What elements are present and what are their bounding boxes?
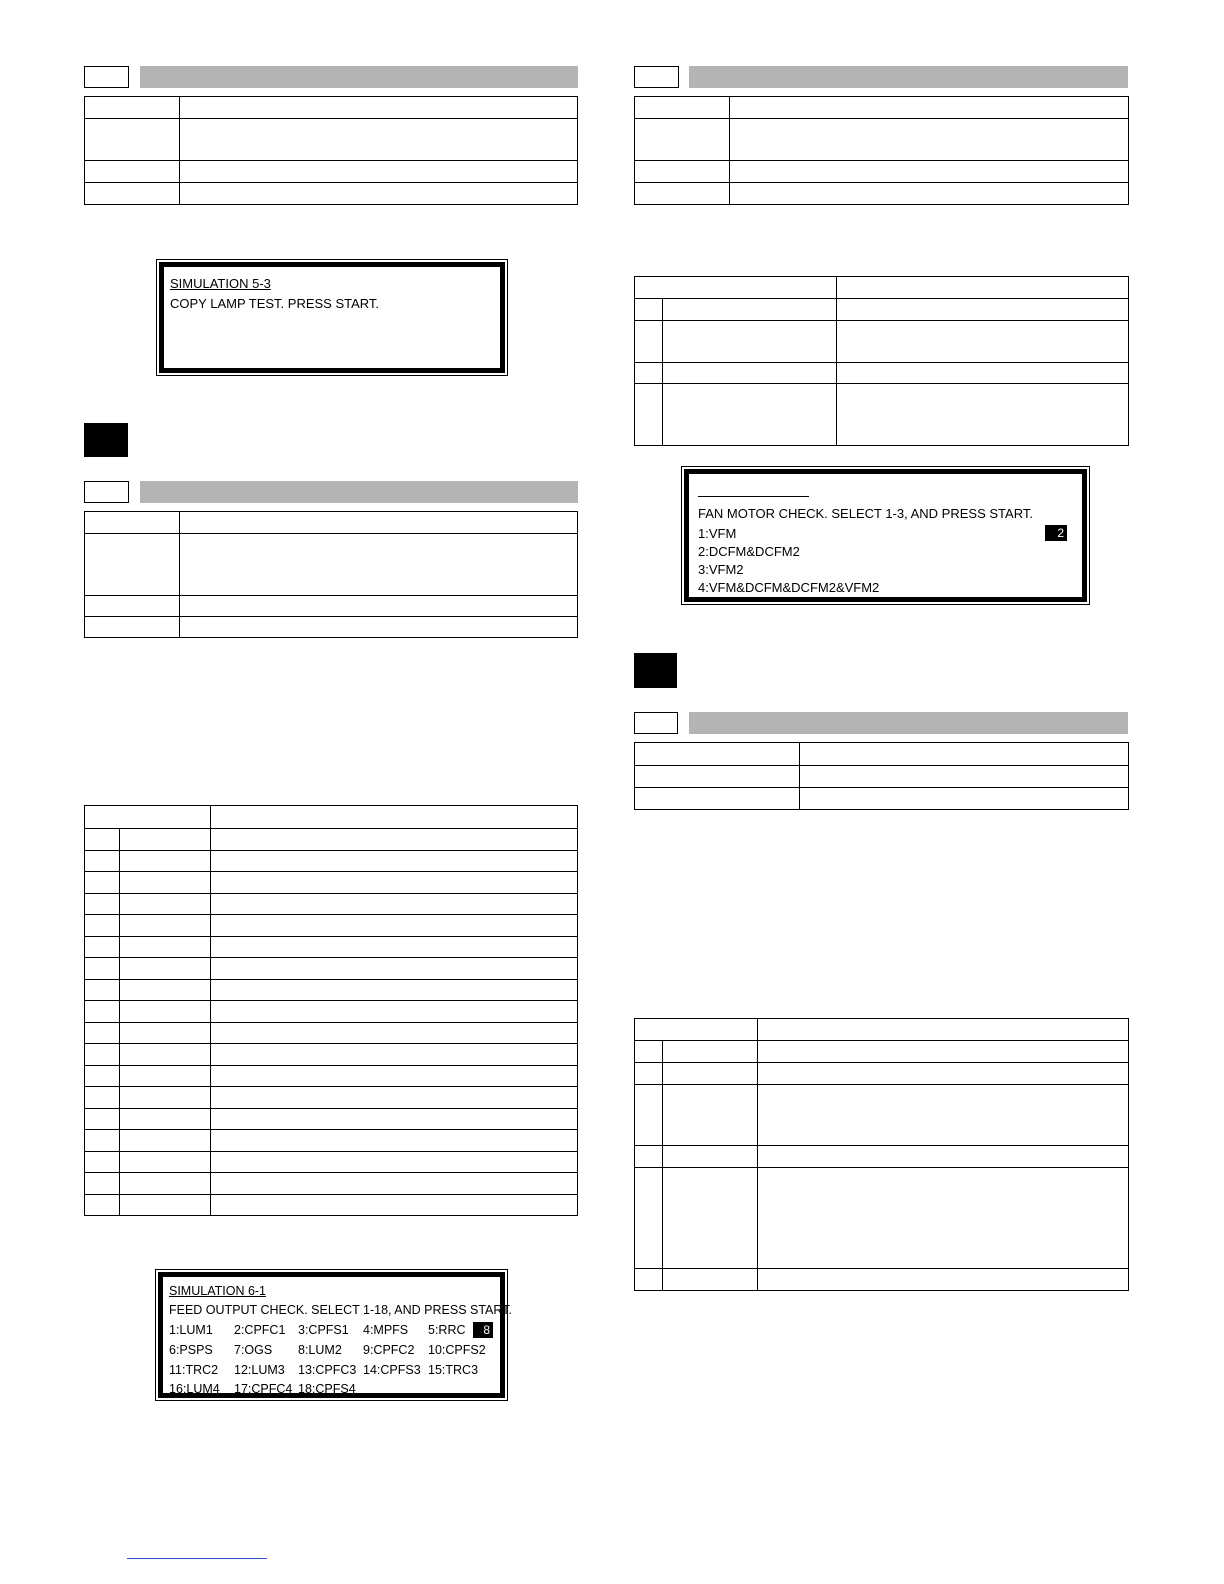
table-cell [730, 119, 1129, 161]
lcd-option: 9:CPFC2 [363, 1343, 415, 1357]
table-cell [730, 183, 1129, 205]
section-number-box [84, 481, 129, 503]
table-cell [85, 97, 180, 119]
table-header-cell [837, 277, 1129, 299]
table-cell [211, 1195, 578, 1216]
lcd-display-sim-6-1 [158, 1272, 512, 1398]
table-cell [730, 161, 1129, 183]
lcd-option: 16:LUM4 [169, 1382, 220, 1396]
table-cell [180, 119, 578, 161]
table-cell [635, 788, 800, 810]
sim-5-3-info-table [84, 96, 578, 205]
lcd-option: 14:CPFS3 [363, 1363, 421, 1377]
table-cell [120, 1087, 211, 1109]
table-cell [85, 1023, 120, 1044]
table-cell [635, 299, 663, 321]
lcd-option: 4:VFM&DCFM&DCFM2&VFM2 [698, 580, 880, 595]
right-item-table [634, 1018, 1129, 1291]
table-cell [85, 183, 180, 205]
table-cell [663, 1063, 758, 1085]
table-cell [758, 1269, 1129, 1291]
table-cell [120, 915, 211, 937]
table-cell [85, 512, 180, 534]
table-cell [120, 894, 211, 915]
lcd-option: 1:VFM [698, 526, 737, 541]
table-cell [85, 617, 180, 638]
table-cell [635, 1269, 663, 1291]
table-cell [211, 937, 578, 958]
table-cell [85, 937, 120, 958]
table-cell [211, 958, 578, 980]
table-cell [211, 1130, 578, 1152]
table-cell [663, 384, 837, 446]
table-cell [120, 937, 211, 958]
table-header-cell [635, 1019, 758, 1041]
table-cell [663, 321, 837, 363]
lcd-option: 4:MPFS [363, 1323, 409, 1337]
table-cell [85, 1001, 120, 1023]
table-header-cell [635, 277, 837, 299]
lcd-option: 10:CPFS2 [428, 1343, 486, 1357]
table-cell [635, 766, 800, 788]
table-cell [635, 1063, 663, 1085]
table-header-cell [758, 1019, 1129, 1041]
table-cell [85, 161, 180, 183]
table-cell [758, 1085, 1129, 1146]
table-cell [635, 321, 663, 363]
table-cell [837, 299, 1129, 321]
lcd-title: SIMULATION 5-3 [170, 276, 271, 291]
lcd-option: 6:PSPS [169, 1343, 213, 1357]
table-cell [211, 1044, 578, 1066]
lcd-option: 17:CPFC4 [234, 1382, 293, 1396]
lcd-title: SIMULATION 6-1 [169, 1284, 267, 1298]
table-cell [663, 1146, 758, 1168]
table-cell [837, 363, 1129, 384]
table-cell [663, 1269, 758, 1291]
table-cell [800, 788, 1129, 810]
lcd-option: 11:TRC2 [169, 1363, 219, 1377]
lcd-option: 8:LUM2 [298, 1343, 342, 1357]
table-cell [120, 829, 211, 851]
lcd-option: 2:CPFC1 [234, 1323, 286, 1337]
table-cell [120, 851, 211, 872]
section-title-bar [689, 66, 1128, 88]
table-cell [211, 894, 578, 915]
table-cell [730, 97, 1129, 119]
table-cell [120, 1109, 211, 1130]
table-cell [758, 1146, 1129, 1168]
table-cell [180, 617, 578, 638]
lcd-title-underline [698, 496, 809, 497]
table-cell [180, 161, 578, 183]
table-cell [85, 1173, 120, 1195]
table-cell [85, 1195, 120, 1216]
section-title-bar [140, 66, 578, 88]
feed-output-item-table [84, 805, 578, 1216]
lcd-option: 5:RRC [428, 1323, 466, 1337]
table-cell [85, 1087, 120, 1109]
table-cell [635, 363, 663, 384]
table-cell [635, 384, 663, 446]
table-cell [211, 980, 578, 1001]
table-cell [85, 1066, 120, 1087]
table-cell [211, 1173, 578, 1195]
table-cell [635, 119, 730, 161]
table-cell [211, 829, 578, 851]
sim-6-1-info-table [84, 511, 578, 638]
lcd-message: COPY LAMP TEST. PRESS START. [170, 296, 380, 311]
section-number-box [634, 66, 679, 88]
lcd-selected-value: 2 [1045, 525, 1067, 541]
chapter-marker [634, 653, 677, 688]
table-cell [663, 363, 837, 384]
lcd-option: 3:CPFS1 [298, 1323, 349, 1337]
table-cell [120, 1044, 211, 1066]
table-cell [85, 596, 180, 617]
table-cell [180, 534, 578, 596]
table-cell [211, 1023, 578, 1044]
table-cell [120, 1130, 211, 1152]
table-cell [211, 1109, 578, 1130]
lcd-option: 2:DCFM&DCFM2 [698, 544, 800, 559]
table-cell [85, 1109, 120, 1130]
table-cell [211, 915, 578, 937]
table-cell [635, 743, 800, 766]
table-cell [120, 1195, 211, 1216]
table-cell [635, 161, 730, 183]
table-cell [758, 1063, 1129, 1085]
table-cell [663, 299, 837, 321]
table-cell [180, 596, 578, 617]
table-cell [85, 872, 120, 894]
table-cell [663, 1168, 758, 1269]
lcd-option: 7:OGS [234, 1343, 273, 1357]
table-cell [120, 1173, 211, 1195]
section-number-box [84, 66, 129, 88]
table-cell [635, 1085, 663, 1146]
table-cell [85, 1044, 120, 1066]
table-cell [85, 980, 120, 1001]
table-cell [211, 872, 578, 894]
table-cell [120, 1152, 211, 1173]
table-cell [85, 1152, 120, 1173]
table-cell [635, 1041, 663, 1063]
table-cell [120, 958, 211, 980]
chapter-marker [84, 423, 128, 457]
table-cell [120, 1066, 211, 1087]
table-cell [663, 1085, 758, 1146]
lcd-option: 3:VFM2 [698, 562, 744, 577]
table-cell [800, 766, 1129, 788]
section-title-bar [689, 712, 1128, 734]
table-cell [635, 183, 730, 205]
table-cell [85, 1130, 120, 1152]
sim-right-info-table [634, 742, 1129, 810]
table-cell [800, 743, 1129, 766]
lcd-message: FEED OUTPUT CHECK. SELECT 1-18, AND PRESS START. [169, 1303, 512, 1317]
table-cell [758, 1168, 1129, 1269]
table-cell [85, 851, 120, 872]
lcd-display-sim-5-3 [159, 262, 505, 373]
lcd-option: 1:LUM1 [169, 1323, 213, 1337]
table-cell [758, 1041, 1129, 1063]
fan-item-table [634, 276, 1129, 446]
lcd-message: FAN MOTOR CHECK. SELECT 1-3, AND PRESS START. [698, 506, 1033, 521]
table-cell [120, 872, 211, 894]
table-cell [120, 1001, 211, 1023]
lcd-option: 12:LUM3 [234, 1363, 285, 1377]
table-cell [85, 958, 120, 980]
footer-link-underline[interactable] [127, 1558, 267, 1559]
table-cell [211, 1087, 578, 1109]
sim-fan-info-table [634, 96, 1129, 205]
lcd-display-fan-motor-check [684, 469, 1087, 602]
table-cell [211, 1001, 578, 1023]
table-cell [837, 321, 1129, 363]
table-cell [837, 384, 1129, 446]
lcd-option: 18:CPFS4 [298, 1382, 356, 1396]
section-title-bar [140, 481, 578, 503]
table-cell [211, 1066, 578, 1087]
lcd-option: 13:CPFC3 [298, 1363, 357, 1377]
table-cell [635, 97, 730, 119]
table-cell [180, 183, 578, 205]
table-cell [635, 1168, 663, 1269]
table-cell [120, 1023, 211, 1044]
lcd-option: 15:TRC3 [428, 1363, 479, 1377]
lcd-selected-value: 8 [473, 1322, 493, 1338]
table-cell [211, 851, 578, 872]
table-cell [85, 829, 120, 851]
table-cell [85, 915, 120, 937]
table-cell [180, 97, 578, 119]
table-header-cell [85, 806, 211, 829]
table-cell [180, 512, 578, 534]
section-number-box [634, 712, 678, 734]
table-cell [120, 980, 211, 1001]
table-cell [635, 1146, 663, 1168]
table-cell [663, 1041, 758, 1063]
table-cell [211, 1152, 578, 1173]
table-header-cell [211, 806, 578, 829]
table-cell [85, 119, 180, 161]
table-cell [85, 534, 180, 596]
table-cell [85, 894, 120, 915]
